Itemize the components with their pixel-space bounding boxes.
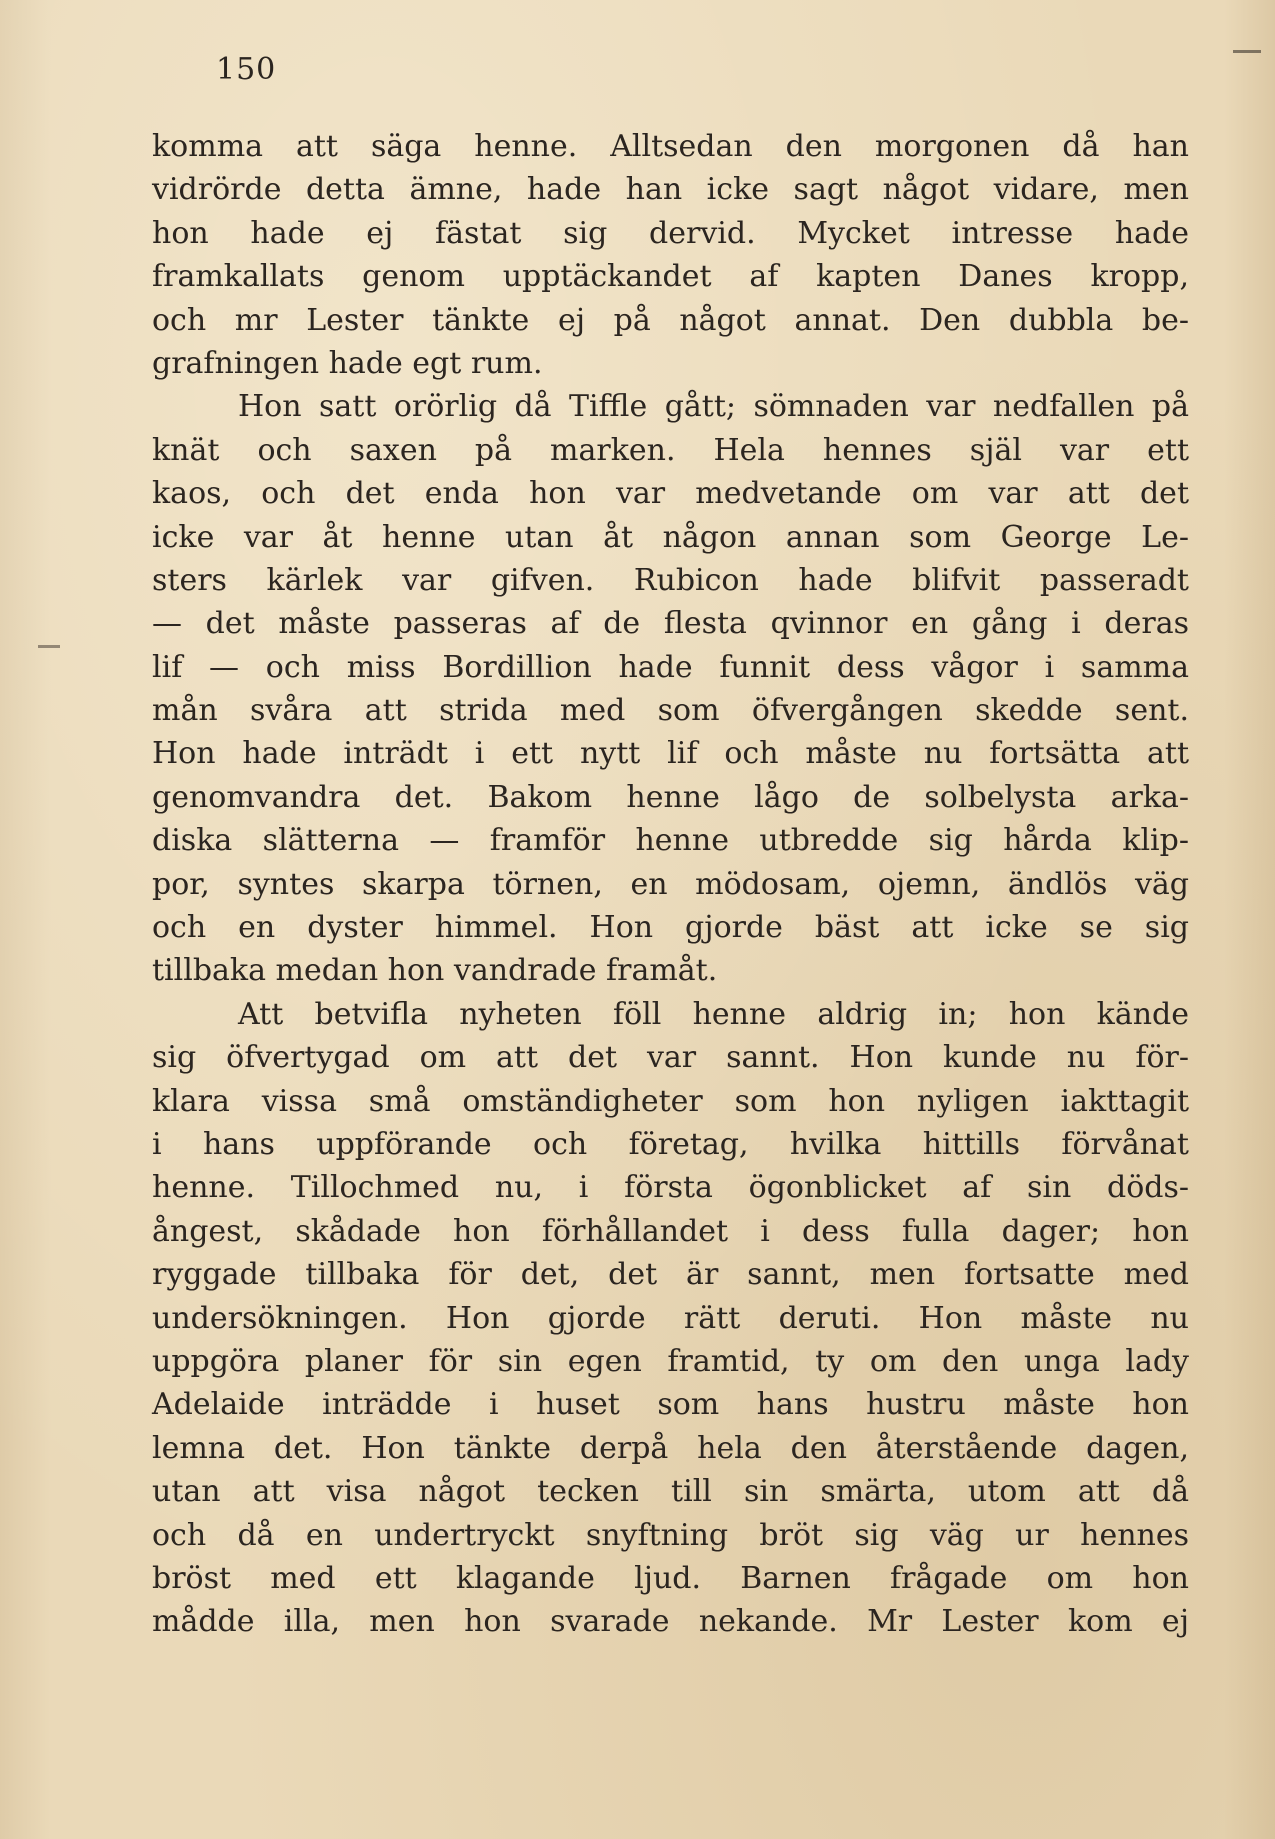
text-line: Hon satt orörlig då Tiffle gått; sömnaden var nedfallen på [238,389,1189,425]
text-line: utan att visa något tecken till sin smärta, utom att då [152,1474,1189,1510]
text-line: Att betvifla nyheten föll henne aldrig in; hon kände [238,996,1189,1032]
text-line: uppgöra planer för sin egen framtid, ty om den unga lady [152,1343,1189,1379]
text-line: kaos, och det enda hon var medvetande om var att det [152,476,1189,512]
text-line: framkallats genom upptäckandet af kapten Danes kropp, [152,259,1189,295]
corner-mark [1233,50,1261,53]
text-line: sig öfvertygad om att det var sannt. Hon kunde nu för- [152,1040,1189,1076]
text-line: sters kärlek var gifven. Rubicon hade blifvit passeradt [152,562,1189,598]
text-line: diska slätterna — framför henne utbredde sig hårda klip- [152,823,1189,859]
text-line: tillbaka medan hon vandrade framåt. [152,953,718,989]
text-line: och en dyster himmel. Hon gjorde bäst att icke se sig [152,910,1189,946]
text-line: klara vissa små omständigheter som hon nyligen iakttagit [152,1083,1189,1119]
text-line: henne. Tillochmed nu, i första ögonblicket af sin döds- [152,1170,1189,1206]
text-line: och då en undertryckt snyftning bröt sig väg ur hennes [152,1517,1189,1553]
text-line: hon hade ej fästat sig dervid. Mycket intresse hade [152,215,1189,251]
text-line: i hans uppförande och företag, hvilka hittills förvånat [152,1126,1189,1162]
text-line: komma att säga henne. Alltsedan den morgonen då han [152,129,1189,164]
text-line: lemna det. Hon tänkte derpå hela den återstående dagen, [152,1430,1189,1466]
text-line: undersökningen. Hon gjorde rätt deruti. Hon måste nu [152,1300,1189,1336]
text-line: genomvandra det. Bakom henne lågo de solbelysta arka- [152,779,1189,815]
margin-dash-mark [38,645,60,648]
text-line: Adelaide inträdde i huset som hans hustru måste hon [152,1387,1189,1423]
text-line: — det måste passeras af de flesta qvinnor en gång i deras [152,606,1189,642]
text-line: mån svåra att strida med som öfvergången skedde sent. [152,693,1189,729]
text-line: icke var åt henne utan åt någon annan som George Le- [152,519,1189,555]
page-number: 150 [216,52,277,87]
body-text [152,125,1189,1644]
text-line: por, syntes skarpa törnen, en mödosam, ojemn, ändlös väg [152,866,1189,902]
text-line: lif — och miss Bordillion hade funnit dess vågor i samma [152,649,1189,685]
text-line: ångest, skådade hon förhållandet i dess fulla dager; hon [152,1213,1189,1249]
text-line: bröst med ett klagande ljud. Barnen frågade om hon [152,1560,1189,1596]
text-line: ryggade tillbaka för det, det är sannt, men fortsatte med [152,1257,1189,1293]
text-line: vidrörde detta ämne, hade han icke sagt något vidare, men [152,172,1189,208]
text-line: knät och saxen på marken. Hela hennes själ var ett [152,432,1189,468]
text-line: mådde illa, men hon svarade nekande. Mr Lester kom ej [152,1604,1189,1640]
text-line: grafningen hade egt rum. [152,345,543,381]
text-line: Hon hade inträdt i ett nytt lif och måste nu fortsätta att [152,736,1189,772]
text-line: och mr Lester tänkte ej på något annat. Den dubbla be- [152,302,1189,338]
